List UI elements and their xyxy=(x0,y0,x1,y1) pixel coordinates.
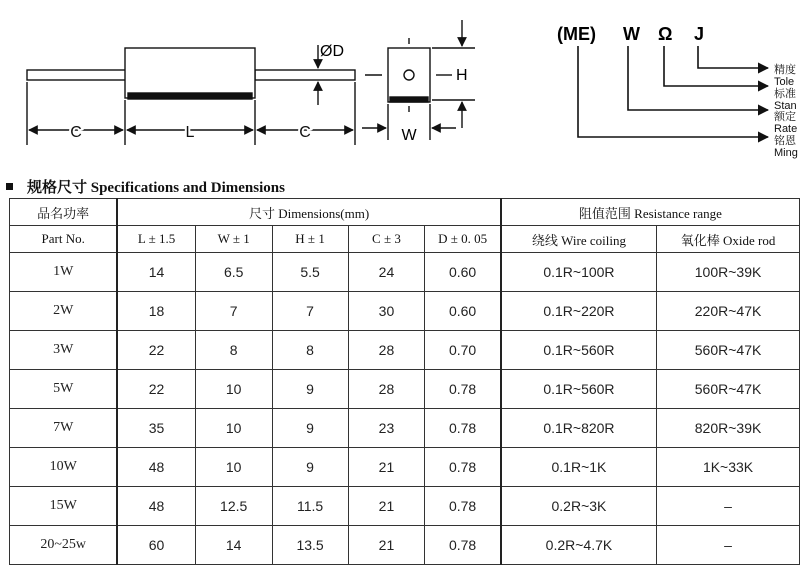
table-row xyxy=(10,292,800,331)
c-cell: 24 xyxy=(348,253,425,292)
oxide-range-cell: 1K~33K xyxy=(657,448,800,487)
resistance-header: 阻值范围 Resistance range xyxy=(501,199,800,226)
d-cell: 0.70 xyxy=(425,331,501,370)
c-cell: 28 xyxy=(348,331,425,370)
part-cell: 1W xyxy=(10,253,118,292)
code-manufacturer: (ME) xyxy=(557,24,596,44)
sub-header-row xyxy=(10,226,800,253)
w-cell: 10 xyxy=(195,409,272,448)
h-cell: 9 xyxy=(272,409,348,448)
table-row xyxy=(10,370,800,409)
w-cell: 12.5 xyxy=(195,487,272,526)
dim-c-right-label: C xyxy=(299,124,311,141)
oxide-header: 氧化棒 Oxide rod xyxy=(657,226,800,253)
code-wattage: W xyxy=(623,24,640,44)
table-row xyxy=(10,487,800,526)
h-cell: 8 xyxy=(272,331,348,370)
w-header: W ± 1 xyxy=(195,226,272,253)
d-header: D ± 0. 05 xyxy=(425,226,501,253)
l-cell: 48 xyxy=(117,448,195,487)
meaning-brand-cn: 铭恩 xyxy=(774,135,796,147)
w-cell: 6.5 xyxy=(195,253,272,292)
d-cell: 0.78 xyxy=(425,409,501,448)
part-cell: 3W xyxy=(10,331,118,370)
wire-range-cell: 0.1R~220R xyxy=(501,292,657,331)
table-row xyxy=(10,409,800,448)
l-cell: 60 xyxy=(117,526,195,565)
h-cell: 5.5 xyxy=(272,253,348,292)
wire-header: 绕线 Wire coiling xyxy=(501,226,657,253)
c-cell: 30 xyxy=(348,292,425,331)
part-cell: 10W xyxy=(10,448,118,487)
part-cn-header: 品名功率 xyxy=(10,199,118,226)
dim-h-label: H xyxy=(456,67,468,84)
l-cell: 22 xyxy=(117,370,195,409)
d-cell: 0.78 xyxy=(425,487,501,526)
meaning-standard-cn: 标准 xyxy=(774,88,796,100)
l-cell: 35 xyxy=(117,409,195,448)
c-cell: 28 xyxy=(348,370,425,409)
oxide-range-cell: – xyxy=(657,526,800,565)
oxide-range-cell: 220R~47K xyxy=(657,292,800,331)
meaning-tolerance-en: Tole xyxy=(774,76,795,88)
c-cell: 23 xyxy=(348,409,425,448)
w-cell: 10 xyxy=(195,370,272,409)
dim-c-left-label: C xyxy=(70,124,82,141)
c-cell: 21 xyxy=(348,526,425,565)
oxide-range-cell: 560R~47K xyxy=(657,331,800,370)
l-cell: 14 xyxy=(117,253,195,292)
part-cell: 15W xyxy=(10,487,118,526)
part-cell: 20~25w xyxy=(10,526,118,565)
part-code xyxy=(557,24,704,44)
d-cell: 0.60 xyxy=(425,292,501,331)
meaning-rated-en: Rate xyxy=(774,123,798,135)
meaning-rated-cn: 额定 xyxy=(774,111,796,123)
oxide-range-cell: 820R~39K xyxy=(657,409,800,448)
table-row xyxy=(10,331,800,370)
meaning-standard-en: Stan xyxy=(774,100,797,112)
l-cell: 22 xyxy=(117,331,195,370)
wire-range-cell: 0.1R~820R xyxy=(501,409,657,448)
oxide-range-cell: 560R~47K xyxy=(657,370,800,409)
wire-range-cell: 0.1R~560R xyxy=(501,331,657,370)
table-row xyxy=(10,448,800,487)
section-title: 规格尺寸 Specifications and Dimensions xyxy=(27,179,285,196)
dim-w-label: W xyxy=(401,127,417,144)
l-header: L ± 1.5 xyxy=(117,226,195,253)
part-en-header: Part No. xyxy=(10,226,118,253)
d-cell: 0.60 xyxy=(425,253,501,292)
l-cell: 18 xyxy=(117,292,195,331)
dimension-diagram xyxy=(0,0,800,170)
l-cell: 48 xyxy=(117,487,195,526)
d-cell: 0.78 xyxy=(425,448,501,487)
legend-meanings xyxy=(774,62,798,159)
group-header-row xyxy=(10,199,800,226)
code-resistance: Ω xyxy=(658,24,673,44)
table-row xyxy=(10,253,800,292)
table-row xyxy=(10,526,800,565)
wire-range-cell: 0.1R~100R xyxy=(501,253,657,292)
d-cell: 0.78 xyxy=(425,370,501,409)
h-cell: 7 xyxy=(272,292,348,331)
w-cell: 10 xyxy=(195,448,272,487)
h-cell: 9 xyxy=(272,370,348,409)
part-cell: 5W xyxy=(10,370,118,409)
dim-l-label: L xyxy=(185,124,195,141)
dimensions-header: 尺寸 Dimensions(mm) xyxy=(117,199,500,226)
d-cell: 0.78 xyxy=(425,526,501,565)
h-header: H ± 1 xyxy=(272,226,348,253)
wire-range-cell: 0.1R~1K xyxy=(501,448,657,487)
part-cell: 2W xyxy=(10,292,118,331)
c-cell: 21 xyxy=(348,448,425,487)
h-cell: 11.5 xyxy=(272,487,348,526)
section-heading xyxy=(6,176,285,196)
wire-range-cell: 0.1R~560R xyxy=(501,370,657,409)
c-cell: 21 xyxy=(348,487,425,526)
h-cell: 9 xyxy=(272,448,348,487)
w-cell: 7 xyxy=(195,292,272,331)
meaning-tolerance-cn: 精度 xyxy=(774,64,796,76)
meaning-brand-en: Ming xyxy=(774,147,798,159)
c-header: C ± 3 xyxy=(348,226,425,253)
oxide-range-cell: 100R~39K xyxy=(657,253,800,292)
code-tolerance: J xyxy=(694,24,705,44)
wire-range-cell: 0.2R~4.7K xyxy=(501,526,657,565)
resistor-drawing xyxy=(0,0,800,170)
h-cell: 13.5 xyxy=(272,526,348,565)
wire-range-cell: 0.2R~3K xyxy=(501,487,657,526)
w-cell: 8 xyxy=(195,331,272,370)
spec-table xyxy=(9,198,800,565)
legend-leaders xyxy=(578,46,768,137)
oxide-range-cell: – xyxy=(657,487,800,526)
part-cell: 7W xyxy=(10,409,118,448)
bullet-icon xyxy=(6,183,13,190)
dim-d-label: ØD xyxy=(320,43,344,60)
w-cell: 14 xyxy=(195,526,272,565)
